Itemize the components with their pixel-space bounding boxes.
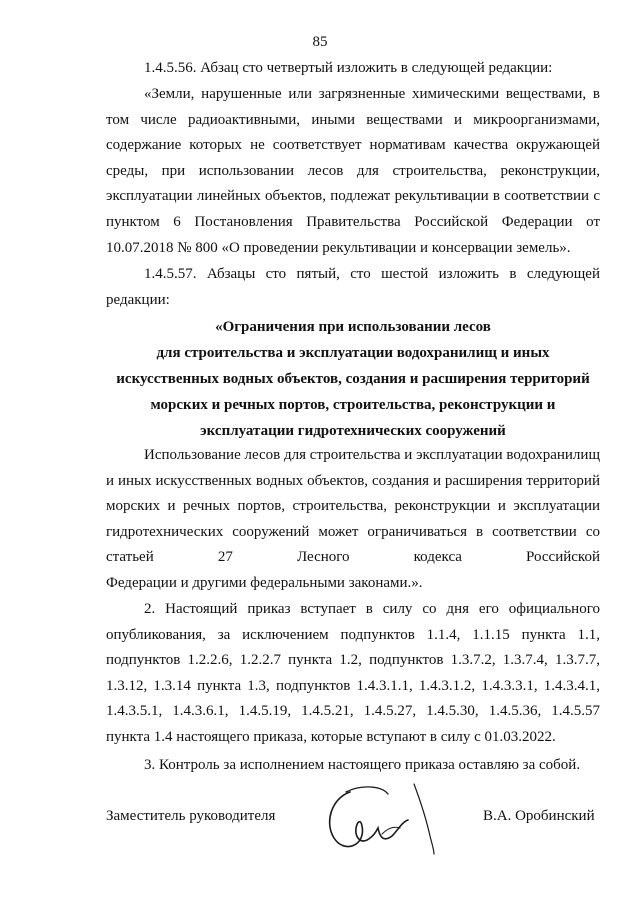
paragraph-1-4-5-57-last-line: редакции: bbox=[106, 292, 170, 308]
signer-name: В.А. Оробинский bbox=[483, 808, 595, 824]
title-line-1: «Ограничения при использовании лесов bbox=[215, 319, 491, 335]
paragraph-forest-use-restrictions: Использование лесов для строительства и эксплуатации водохранилищ и иных искусственных водных объектов, создания и расширения территорий морских и речных портов, строительства, реконструкции и эксплуатации гидротехнических сооружений может ограничиваться в соответствии со статьей 27 Лесного кодекса Российской bbox=[106, 447, 600, 566]
title-line-2: для строительства и эксплуатации водохранилищ и иных bbox=[156, 345, 550, 361]
paragraph-item-2: 2. Настоящий приказ вступает в силу со дня его официального опубликования, за исключением подпунктов 1.1.4, 1.1.15 пункта 1.1, подпунктов 1.2.2.6, 1.2.2.7 пункта 1.2, подпунктов 1.3.7.2, 1.3.7.4, 1.3.7.7, 1.3.12, 1.3.14 пункта 1.3, подпунктов 1.4.3.1.1, 1.4.3.1.2, 1.4.3.3.1, 1.4.3.4.1, 1.4.3.5.1, 1.4.3.6.1, 1.4.5.19, 1.4.5.21, 1.4.5.27, 1.4.5.30, 1.4.5.36, 1.4.5.57 bbox=[106, 601, 600, 720]
paragraph-1-4-5-57: 1.4.5.57. Абзацы сто пятый, сто шестой изложить в следующей bbox=[144, 266, 600, 282]
paragraph-item-3: 3. Контроль за исполнением настоящего приказа оставляю за собой. bbox=[144, 757, 581, 773]
section-title bbox=[106, 314, 600, 444]
signer-position: Заместитель руководителя bbox=[106, 808, 276, 824]
title-line-3: искусственных водных объектов, создания и расширения территорий bbox=[116, 371, 590, 387]
handwritten-signature bbox=[322, 778, 440, 858]
paragraph-land-recultivation: «Земли, нарушенные или загрязненные химическими веществами, в том числе радиоактивными, иными веществами и микроорганизмами, содержание которых не соответствует нормативам качества окружающей среды, при использовании лесов для строительства, реконструкции, эксплуатации линейных объектов, подлежат рекультивации в соответствии с пунктом 6 Постановления Правительства Российской Федерации от bbox=[106, 86, 600, 230]
paragraph-forest-use-restrictions-last-line: Федерации и другими федеральными законами.». bbox=[106, 575, 423, 591]
paragraph-1-4-5-56: 1.4.5.56. Абзац сто четвертый изложить в следующей редакции: bbox=[144, 60, 553, 76]
paragraph-item-2-last-line: пункта 1.4 настоящего приказа, которые вступают в силу с 01.03.2022. bbox=[106, 729, 556, 745]
page-number: 85 bbox=[312, 34, 328, 50]
paragraph-land-recultivation-last-line: 10.07.2018 № 800 «О проведении рекультивации и консервации земель». bbox=[106, 240, 571, 256]
title-line-4: морских и речных портов, строительства, реконструкции и bbox=[150, 397, 556, 413]
title-line-5: эксплуатации гидротехнических сооружений bbox=[200, 423, 506, 439]
